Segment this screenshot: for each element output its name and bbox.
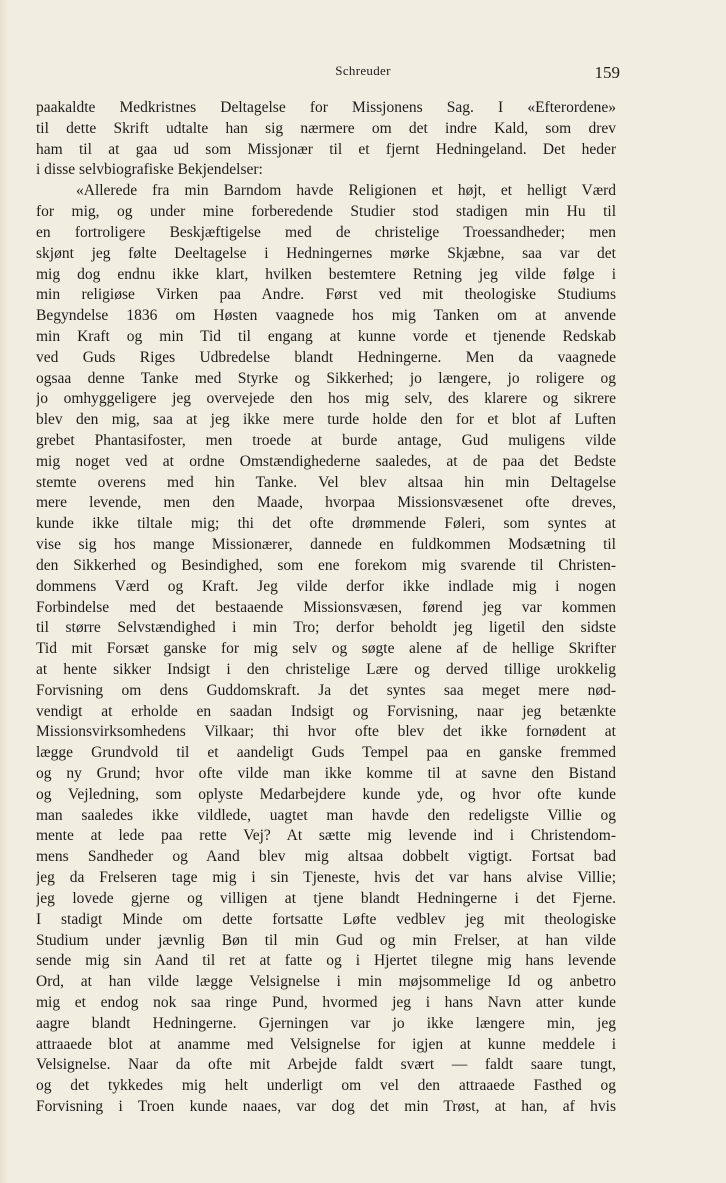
page-number: 159: [594, 63, 620, 82]
text-line: mig noget ved at ordne Omstændighederne saaledes, at de paa det Bedste: [36, 452, 616, 470]
text-line: Tid mit Forsæt ganske for mig selv og søgte alene af de hellige Skrifter: [36, 640, 616, 658]
text-line: attraaede blot at anamme med Velsignelse for igjen at kunne meddele i: [36, 1035, 616, 1053]
text-line: Forvisning om dens Guddomskraft. Ja det syntes saa meget mere nød-: [36, 681, 616, 699]
text-line: skjønt jeg følte Deeltagelse i Hedningernes mørke Skjæbne, saa var det: [36, 244, 616, 262]
text-line: ved Guds Riges Udbredelse blandt Hedningerne. Men da vaagnede: [36, 348, 616, 366]
text-line: paakaldte Medkristnes Deltagelse for Missjonens Sag. I «Efterordene»: [36, 99, 616, 116]
text-line: kunde ikke tiltale mig; thi det ofte drømmende Føleri, som syntes at: [36, 515, 616, 533]
text-line: i disse selvbiografiske Bekjendelser:: [36, 161, 263, 179]
text-line: Forvisning i Troen kunde naaes, var dog det min Trøst, at han, af hvis: [36, 1098, 616, 1115]
page-edge-shadow: [0, 0, 8, 1183]
text-line: til dette Skrift udtalte han sig nærmere om det indre Kald, som drev: [36, 119, 616, 137]
body-text: [36, 98, 616, 1118]
text-line: ogsaa denne Tanke med Styrke og Sikkerhed; jo længere, jo roligere og: [36, 369, 616, 387]
text-line: «Allerede fra min Barndom havde Religionen et højt, et helligt Værd: [76, 182, 616, 200]
text-line: blev den mig, saa at jeg ikke mere turde holde den for et blot af Luften: [36, 411, 616, 429]
text-line: jeg lovede gjerne og villigen at tjene blandt Hedningerne i det Fjerne.: [36, 889, 616, 907]
text-line: min Kraft og min Tid til engang at kunne vorde et tjenende Redskab: [36, 327, 616, 345]
text-line: at hente sikker Indsigt i den christelige Lære og derved tillige urokkelig: [36, 660, 616, 678]
text-line: mente at lede paa rette Vej? At sætte mig levende ind i Christendom-: [36, 827, 616, 845]
running-header-title: Schreuder: [335, 63, 391, 78]
text-line: Ord, at han vilde lægge Velsignelse i min møjsommelige Id og anbetro: [36, 973, 616, 991]
text-line: Begyndelse 1836 om Høsten vaagnede hos mig Tanken om at anvende: [36, 307, 616, 325]
text-line: I stadigt Minde om dette fortsatte Løfte vedblev jeg mit theologiske: [36, 910, 616, 928]
text-line: vendigt at erholde en saadan Indsigt og Forvisning, naar jeg betænkte: [36, 702, 616, 720]
text-line: mig et endog nok saa ringe Pund, hvormed jeg i hans Navn atter kunde: [36, 993, 616, 1011]
text-line: aagre blandt Hedningerne. Gjerningen var jo ikke længere min, jeg: [36, 1014, 616, 1032]
text-line: lægge Grundvold til et aandeligt Guds Tempel paa en ganske fremmed: [36, 744, 616, 762]
text-line: til større Selvstændighed i min Tro; derfor beholdt jeg ligetil den sidste: [36, 619, 616, 637]
text-line: vise sig hos mange Missionærer, dannede en fuldkommen Modsætning til: [36, 536, 616, 554]
text-line: man saaledes ikke vildlede, uagtet man havde den redeligste Villie og: [36, 806, 616, 824]
text-line: og det tykkedes mig helt underligt om vel den attraaede Fasthed og: [36, 1077, 616, 1095]
text-line: mere levende, men den Maade, hvorpaa Missionsvæsenet ofte dreves,: [36, 494, 616, 512]
text-line: jeg da Frelseren tage mig i sin Tjeneste, hvis det var hans alvise Villie;: [36, 869, 616, 887]
text-line: Forbindelse med det bestaaende Missionsvæsen, førend jeg var kommen: [36, 598, 616, 616]
text-line: ham til at gaa ud som Missjonær til et fjernt Hedningeland. Det heder: [36, 140, 616, 158]
text-line: Missionsvirksomhedens Vilkaar; thi hvor ofte blev det ikke fornødent at: [36, 723, 616, 741]
text-line: for mig, og under mine forberedende Studier stod stadigen min Hu til: [36, 203, 616, 221]
text-line: Studium under jævnlig Bøn til min Gud og min Frelser, at han vilde: [36, 931, 616, 949]
text-line: og Vejledning, som oplyste Medarbejdere kunde yde, og hvor ofte kunde: [36, 785, 616, 803]
text-line: mens Sandheder og Aand blev mig altsaa dobbelt vigtigt. Fortsat bad: [36, 848, 616, 866]
text-line: min religiøse Virken paa Andre. Først ved mit theologiske Studiums: [36, 286, 616, 304]
text-line: en fortroligere Beskjæftigelse med de christelige Troessandheder; men: [36, 223, 616, 241]
text-line: den Sikkerhed og Besindighed, som ene forekom mig svarende til Christen-: [36, 556, 616, 574]
text-line: stemte overens med hin Tanke. Vel blev altsaa hin min Deltagelse: [36, 473, 616, 491]
text-line: Velsignelse. Naar da ofte mit Arbejde faldt svært — faldt saare tungt,: [36, 1056, 616, 1074]
text-line: grebet Phantasifoster, men troede at burde antage, Gud muligens vilde: [36, 432, 616, 449]
text-line: jo omhyggeligere jeg overvejede den hos mig selv, des klarere og sikrere: [36, 390, 616, 408]
text-line: mig dog endnu ikke klart, hvilken bestemtere Retning jeg vilde følge i: [36, 265, 616, 283]
text-line: dommens Værd og Kraft. Jeg vilde derfor ikke indlade mig i nogen: [36, 577, 616, 595]
text-line: sende mig sin Aand til ret at fatte og i Hjertet tilegne mig hans levende: [36, 952, 616, 970]
text-line: og ny Grund; hvor ofte vilde man ikke komme til at savne den Bistand: [36, 765, 616, 782]
